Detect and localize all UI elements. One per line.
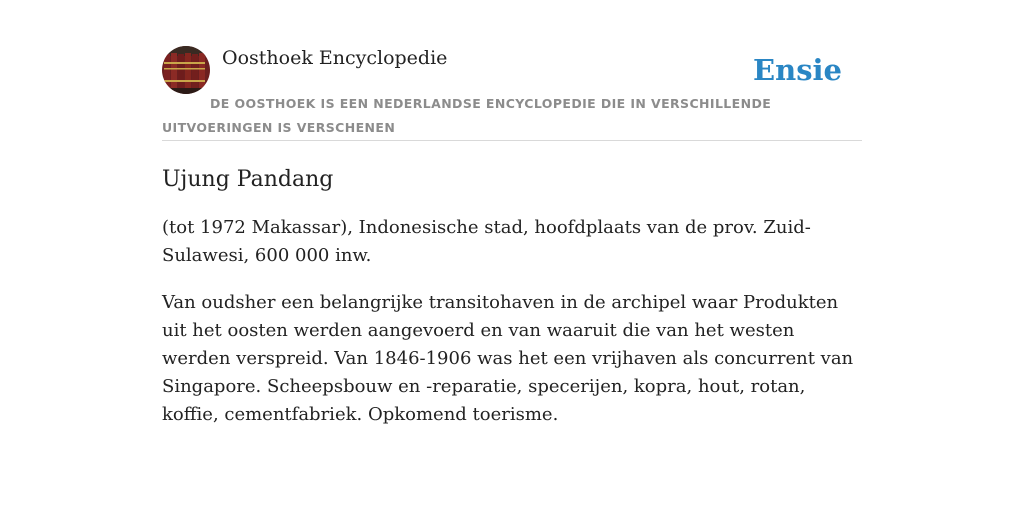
- entry-card: [162, 46, 862, 429]
- encyclopedia-books-icon[interactable]: [162, 46, 210, 94]
- source-header: [162, 46, 862, 141]
- ensie-logo[interactable]: Ensie: [753, 53, 842, 87]
- entry-paragraph: Van oudsher een belangrijke transitohaven in de archipel waar Produkten uit het oosten werden aangevoerd en van waaruit die van het westen werden verspreid. Van 1846-1906 was het een vrijhaven als concurrent van Singapore. Scheepsbouw en -reparatie, specerijen, kopra, hout, rotan, koffie, cementfabriek. Opkomend toerisme.: [162, 292, 854, 425]
- entry-paragraph: (tot 1972 Makassar), Indonesische stad, hoofdplaats van de prov. Zuid-Sulawesi, 600 000 inw.: [162, 217, 811, 266]
- source-description: DE OOSTHOEK IS EEN NEDERLANDSE ENCYCLOPEDIE DIE IN VERSCHILLENDE UITVOERINGEN IS VERSCHENEN: [162, 96, 772, 135]
- site-name[interactable]: Oosthoek Encyclopedie: [222, 47, 448, 69]
- entry-title: Ujung Pandang: [162, 167, 334, 192]
